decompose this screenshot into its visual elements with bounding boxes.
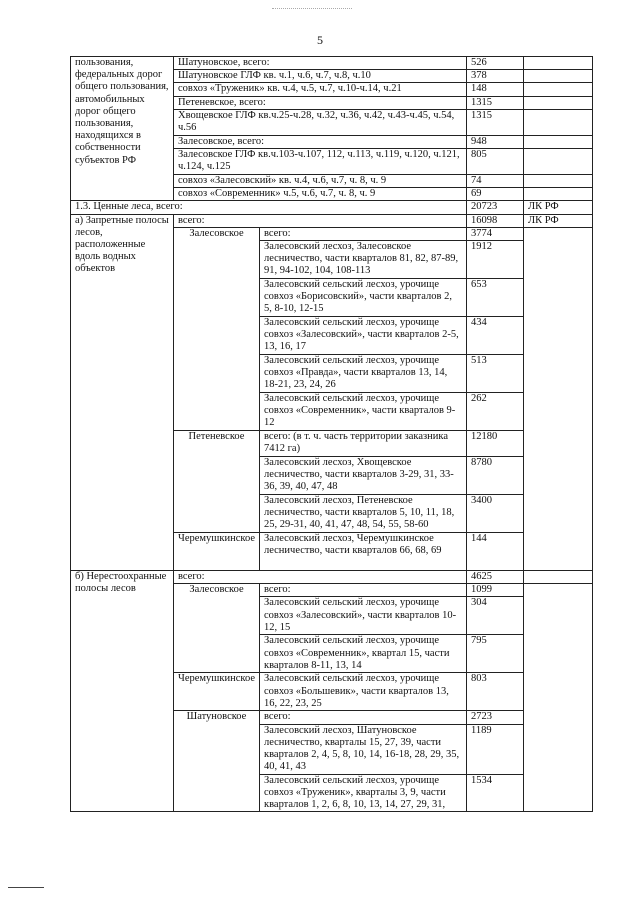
item-value: 304 bbox=[466, 597, 523, 635]
item-text: Залесовский сельский лесхоз, урочище совхоз «Современник», части кварталов 9-12 bbox=[259, 393, 466, 431]
item-value: 1189 bbox=[466, 724, 523, 774]
entry-name: совхоз «Залесовский» кв. ч.4, ч.6, ч.7, ч. 8, ч. 9 bbox=[174, 175, 467, 188]
entry-name: Шатуновское ГЛФ кв. ч.1, ч.6, ч.7, ч.8, ч.10 bbox=[174, 70, 467, 83]
item-text: Залесовский лесхоз, Залесовское лесничество, части кварталов 81, 82, 87-89, 91, 94-102, 104, 108-113 bbox=[259, 241, 466, 279]
item-text: Залесовский лесхоз, Хвощевское лесничество, части кварталов 3-29, 31, 33-36, 39, 40, 47, 48 bbox=[259, 457, 466, 495]
entry-value: 1315 bbox=[466, 109, 523, 135]
total-label: всего: bbox=[174, 214, 467, 227]
item-value: 12180 bbox=[466, 431, 523, 457]
entry-note bbox=[523, 149, 592, 175]
entry-value: 74 bbox=[466, 175, 523, 188]
item-value: 434 bbox=[466, 317, 523, 355]
section-value: 20723 bbox=[466, 201, 523, 214]
item-text: Залесовский сельский лесхоз, урочище совхоз «Правда», части кварталов 13, 14, 18-21, 23, 24, 26 bbox=[259, 355, 466, 393]
item-text: Залесовский сельский лесхоз, урочище совхоз «Современник», квартал 15, части кварталов 8-11, 13, 14 bbox=[259, 635, 466, 673]
entry-note bbox=[523, 109, 592, 135]
district-name: Черемушкинское bbox=[174, 673, 260, 711]
item-value: 8780 bbox=[466, 457, 523, 495]
item-value: 653 bbox=[466, 279, 523, 317]
item-text: Залесовский сельский лесхоз, урочище совхоз «Залесовский», части кварталов 10-12, 15 bbox=[259, 597, 466, 635]
item-value: 795 bbox=[466, 635, 523, 673]
item-value: 1534 bbox=[466, 774, 523, 812]
item-text: всего: bbox=[259, 227, 466, 240]
item-text: Залесовский сельский лесхоз, урочище совхоз «Большевик», части кварталов 13, 16, 22, 23, 25 bbox=[259, 673, 466, 711]
item-text: Залесовский лесхоз, Черемушкинское лесничество, части кварталов 66, 68, 69 bbox=[259, 533, 466, 571]
district-name: Черемушкинское bbox=[174, 533, 260, 571]
entry-value: 1315 bbox=[466, 96, 523, 109]
blank-cell bbox=[523, 227, 592, 570]
item-text: Залесовский лесхоз, Петеневское лесничество, части кварталов 5, 10, 11, 18, 25, 29-31, 40, 41, 47, 48, 54, 55, 58-60 bbox=[259, 495, 466, 533]
entry-name: Шатуновское, всего: bbox=[174, 57, 467, 70]
entry-note bbox=[523, 188, 592, 201]
footer-rule bbox=[8, 887, 44, 888]
table-row bbox=[71, 214, 593, 227]
item-value: 262 bbox=[466, 393, 523, 431]
entry-name: Залесовское ГЛФ кв.ч.103-ч.107, 112, ч.113, ч.119, ч.120, ч.121, ч.124, ч.125 bbox=[174, 149, 467, 175]
item-text: Залесовский сельский лесхоз, урочище совхоз «Борисовский», части кварталов 2, 5, 8-10, 12-15 bbox=[259, 279, 466, 317]
entry-value: 148 bbox=[466, 83, 523, 96]
row-label: а) Запретные полосы лесов, расположенные вдоль водных объектов bbox=[71, 214, 174, 570]
table-row bbox=[71, 201, 593, 214]
entry-value: 69 bbox=[466, 188, 523, 201]
table-row bbox=[71, 571, 593, 584]
item-value: 513 bbox=[466, 355, 523, 393]
item-value: 144 bbox=[466, 533, 523, 571]
entry-name: Петеневское, всего: bbox=[174, 96, 467, 109]
item-text: всего: bbox=[259, 711, 466, 724]
entry-value: 948 bbox=[466, 135, 523, 148]
item-text: Залесовский сельский лесхоз, урочище совхоз «Труженик», кварталы 3, 9, части кварталов 1, 2, 6, 8, 10, 13, 14, 27, 29, 31, bbox=[259, 774, 466, 812]
blank-cell bbox=[523, 584, 592, 812]
entry-value: 378 bbox=[466, 70, 523, 83]
item-text: всего: bbox=[259, 584, 466, 597]
item-text: Залесовский лесхоз, Шатуновское лесничество, кварталы 15, 27, 39, части кварталов 2, 4, 5, 8, 10, 14, 16-18, 28, 29, 35, 40, 41, 43 bbox=[259, 724, 466, 774]
district-name: Петеневское bbox=[174, 431, 260, 533]
total-value: 16098 bbox=[466, 214, 523, 227]
table-row bbox=[71, 57, 593, 70]
item-value: 803 bbox=[466, 673, 523, 711]
total-note: ЛК РФ bbox=[523, 214, 592, 227]
entry-note bbox=[523, 57, 592, 70]
item-value: 1099 bbox=[466, 584, 523, 597]
district-name: Шатуновское bbox=[174, 711, 260, 812]
item-text: всего: (в т. ч. часть территории заказника 7412 га) bbox=[259, 431, 466, 457]
item-value: 3774 bbox=[466, 227, 523, 240]
item-value: 3400 bbox=[466, 495, 523, 533]
entry-name: совхоз «Труженик» кв. ч.4, ч.5, ч.7, ч.10-ч.14, ч.21 bbox=[174, 83, 467, 96]
entry-value: 526 bbox=[466, 57, 523, 70]
entry-name: совхоз «Современник» ч.5, ч.6, ч.7, ч. 8, ч. 9 bbox=[174, 188, 467, 201]
entry-name: Хвощевское ГЛФ кв.ч.25-ч.28, ч.32, ч.36, ч.42, ч.43-ч.45, ч.54, ч.56 bbox=[174, 109, 467, 135]
section-note: ЛК РФ bbox=[523, 201, 592, 214]
entry-note bbox=[523, 96, 592, 109]
row-label: б) Нерестоохранные полосы лесов bbox=[71, 571, 174, 812]
entry-note bbox=[523, 83, 592, 96]
item-value: 1912 bbox=[466, 241, 523, 279]
district-name: Залесовское bbox=[174, 584, 260, 673]
entry-note bbox=[523, 135, 592, 148]
total-note bbox=[523, 571, 592, 584]
total-label: всего: bbox=[174, 571, 467, 584]
item-value: 2723 bbox=[466, 711, 523, 724]
district-name: Залесовское bbox=[174, 227, 260, 430]
page-number: 5 bbox=[317, 33, 323, 47]
entry-note bbox=[523, 70, 592, 83]
header-rule bbox=[272, 8, 352, 9]
row-label: пользования, федеральных дорог общего пользования, автомобильных дорог общего пользования, находящихся в собственности субъектов РФ bbox=[71, 57, 174, 201]
entry-name: Залесовское, всего: bbox=[174, 135, 467, 148]
entry-note bbox=[523, 175, 592, 188]
forest-table bbox=[70, 56, 593, 812]
section-header: 1.3. Ценные леса, всего: bbox=[71, 201, 467, 214]
item-text: Залесовский сельский лесхоз, урочище совхоз «Залесовский», части кварталов 2-5, 13, 16, 17 bbox=[259, 317, 466, 355]
total-value: 4625 bbox=[466, 571, 523, 584]
entry-value: 805 bbox=[466, 149, 523, 175]
